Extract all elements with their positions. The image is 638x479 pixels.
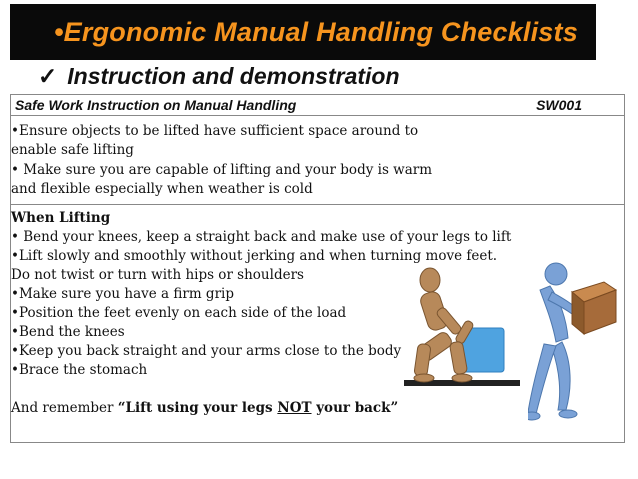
lifting-line: •Bend the knees — [11, 324, 125, 340]
lifting-line: •Make sure you have a firm grip — [11, 286, 234, 302]
remember-not: NOT — [277, 400, 312, 416]
lifting-line: •Lift slowly and smoothly without jerking and when turning move feet. — [11, 248, 498, 264]
preparation-section — [10, 116, 625, 205]
remember-prefix: And remember — [11, 400, 118, 416]
prep-line: •Ensure objects to be lifted have sufficient space around to — [11, 123, 419, 139]
remember-line — [11, 399, 398, 418]
instruction-code: SW001 — [536, 97, 582, 113]
lifting-line: Do not twist or turn with hips or shoulders — [11, 267, 304, 283]
lifting-line: • Bend your knees, keep a straight back and make use of your legs to lift — [11, 229, 512, 245]
prep-line: • Make sure you are capable of lifting and your body is warm — [11, 162, 433, 178]
squat-lift-figure — [404, 266, 522, 392]
lifting-line: •Keep you back straight and your arms close to the body — [11, 343, 402, 359]
instruction-header — [10, 94, 625, 116]
title-bar — [10, 4, 596, 60]
lifting-line: •Position the feet evenly on each side of the load — [11, 305, 347, 321]
slide-title: •Ergonomic Manual Handling Checklists — [54, 17, 578, 47]
cardboard-box — [572, 282, 616, 334]
remember-quote-end: your back” — [311, 400, 399, 416]
checkmark-icon: ✓ — [38, 63, 58, 89]
lifting-line: •Brace the stomach — [11, 362, 148, 378]
lifting-heading: When Lifting — [11, 210, 111, 226]
remember-quote: “Lift using your legs — [117, 400, 278, 416]
prep-line: enable safe lifting — [11, 142, 134, 158]
instruction-title: Safe Work Instruction on Manual Handling — [15, 97, 297, 113]
wooden-mannequin — [414, 268, 474, 382]
slide-subtitle — [38, 63, 400, 90]
prep-line: and flexible especially when weather is cold — [11, 181, 313, 197]
blue-figure — [528, 263, 577, 420]
subtitle-text: Instruction and demonstration — [67, 63, 400, 89]
carry-box-figure — [528, 258, 618, 430]
